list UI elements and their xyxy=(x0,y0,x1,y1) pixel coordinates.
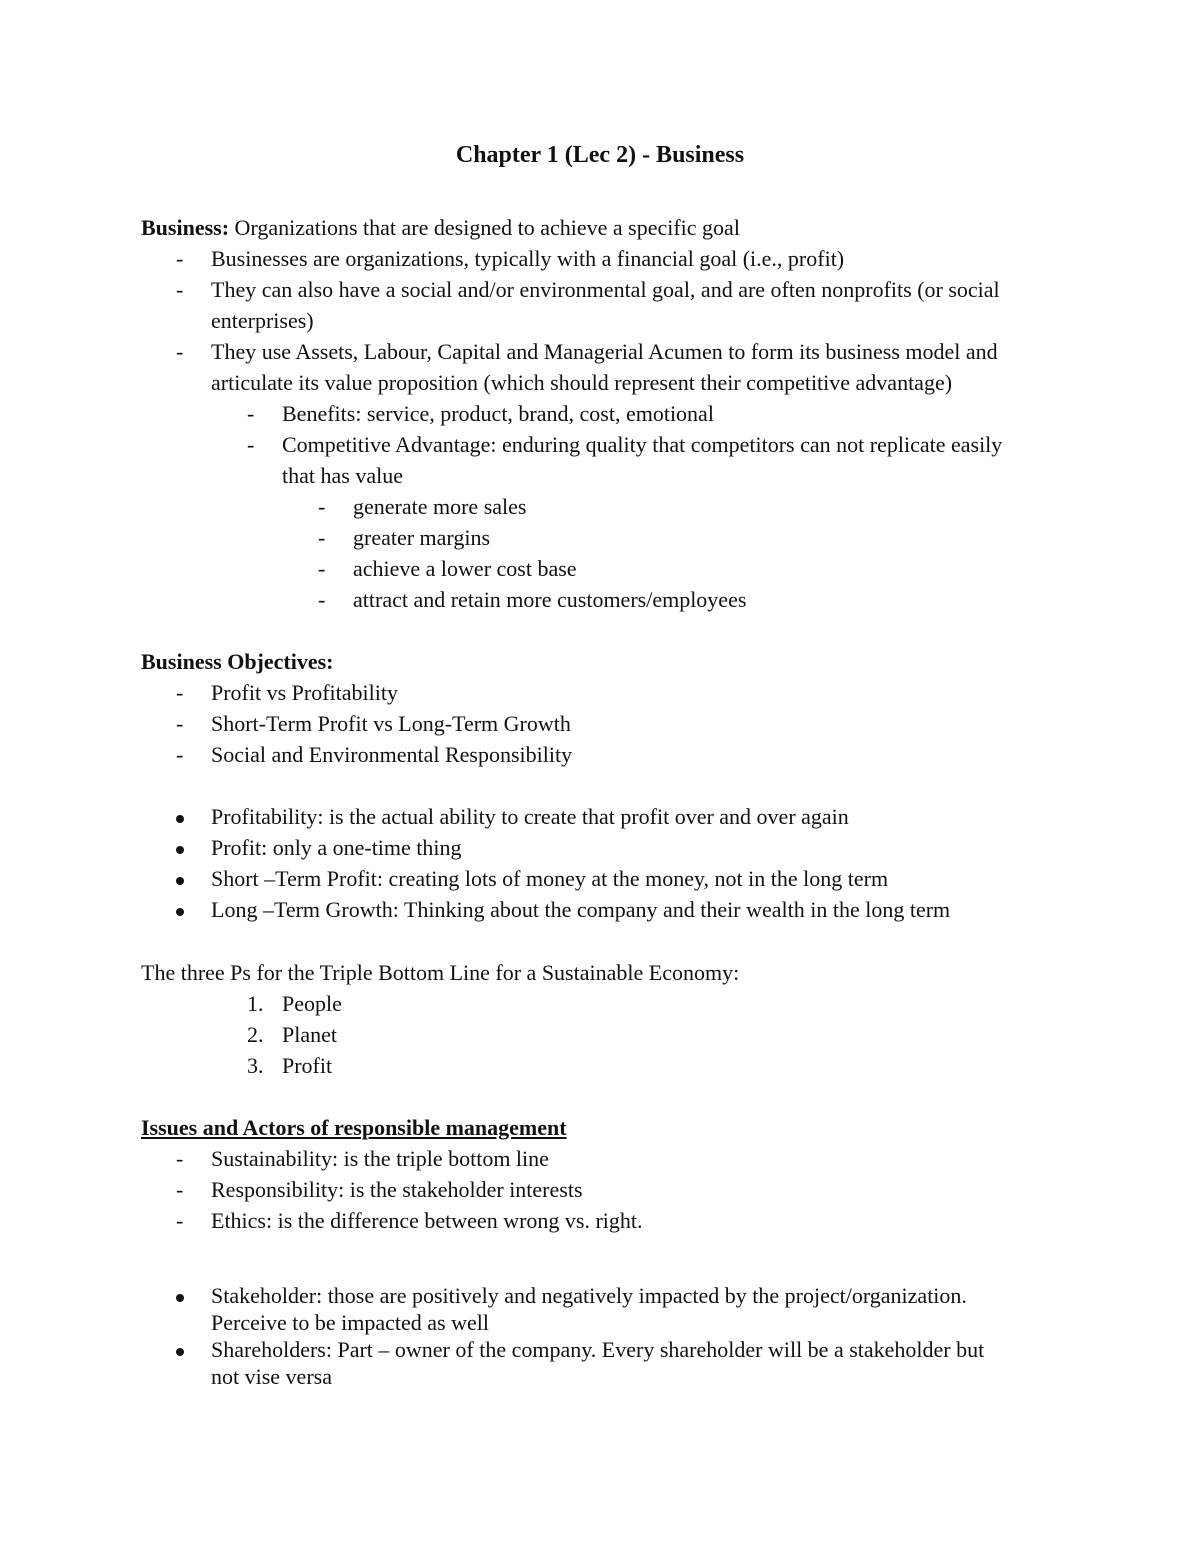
objectives-heading: Business Objectives: xyxy=(141,649,334,674)
bullet-item: Profit: only a one-time thing xyxy=(211,835,462,860)
numbered-item: People xyxy=(282,991,342,1016)
list-item-continuation: enterprises) xyxy=(211,308,314,333)
dash-marker: - xyxy=(318,556,326,581)
dash-marker: - xyxy=(176,680,184,705)
sub-sub-list-item: greater margins xyxy=(353,525,491,550)
dash-marker: - xyxy=(176,339,184,364)
numbered-item: Profit xyxy=(282,1053,333,1078)
list-item: Social and Environmental Responsibility xyxy=(211,742,573,767)
bullet-item-continuation: Perceive to be impacted as well xyxy=(211,1310,489,1335)
bullet-item: Stakeholder: those are positively and negatively impacted by the project/organization. xyxy=(211,1283,967,1308)
page-title: Chapter 1 (Lec 2) - Business xyxy=(455,142,745,168)
list-number: 1. xyxy=(247,991,264,1016)
bullet-icon xyxy=(176,908,184,916)
dash-marker: - xyxy=(176,246,184,271)
dash-marker: - xyxy=(176,277,184,302)
dash-marker: - xyxy=(318,525,326,550)
dash-marker: - xyxy=(247,432,255,457)
dash-marker: - xyxy=(176,1177,184,1202)
dash-marker: - xyxy=(176,1208,184,1233)
bullet-icon xyxy=(176,1294,184,1302)
business-definition-text: Organizations that are designed to achieve a specific goal xyxy=(229,215,740,240)
bullet-icon xyxy=(176,877,184,885)
dash-marker: - xyxy=(176,1146,184,1171)
three-ps-intro: The three Ps for the Triple Bottom Line for a Sustainable Economy: xyxy=(141,960,740,985)
business-definition xyxy=(141,214,740,242)
bullet-item: Profitability: is the actual ability to create that profit over and over again xyxy=(211,804,849,829)
dash-marker: - xyxy=(318,587,326,612)
list-item-continuation: articulate its value proposition (which should represent their competitive advantage) xyxy=(211,370,953,395)
bullet-icon xyxy=(176,815,184,823)
bullet-icon xyxy=(176,846,184,854)
dash-marker: - xyxy=(247,401,255,426)
sub-list-item: Competitive Advantage: enduring quality that competitors can not replicate easily xyxy=(282,432,1003,457)
sub-sub-list-item: generate more sales xyxy=(353,494,527,519)
list-item: Businesses are organizations, typically with a financial goal (i.e., profit) xyxy=(211,246,845,271)
list-item: They use Assets, Labour, Capital and Managerial Acumen to form its business model and xyxy=(211,339,998,364)
list-item: Profit vs Profitability xyxy=(211,680,398,705)
sub-list-item: Benefits: service, product, brand, cost, emotional xyxy=(282,401,714,426)
dash-marker: - xyxy=(176,742,184,767)
business-term: Business: xyxy=(141,215,230,240)
bullet-item: Long –Term Growth: Thinking about the company and their wealth in the long term xyxy=(211,897,951,922)
dash-marker: - xyxy=(176,711,184,736)
sub-sub-list-item: achieve a lower cost base xyxy=(353,556,577,581)
list-number: 3. xyxy=(247,1053,264,1078)
list-item: Short-Term Profit vs Long-Term Growth xyxy=(211,711,571,736)
bullet-item: Short –Term Profit: creating lots of money at the money, not in the long term xyxy=(211,866,889,891)
dash-marker: - xyxy=(318,494,326,519)
bullet-icon xyxy=(176,1348,184,1356)
list-number: 2. xyxy=(247,1022,264,1047)
list-item: Sustainability: is the triple bottom line xyxy=(211,1146,549,1171)
sub-list-item-continuation: that has value xyxy=(282,463,403,488)
sub-sub-list-item: attract and retain more customers/employees xyxy=(353,587,747,612)
list-item: They can also have a social and/or environmental goal, and are often nonprofits (or social xyxy=(211,277,1000,302)
list-item: Responsibility: is the stakeholder interests xyxy=(211,1177,583,1202)
bullet-item: Shareholders: Part – owner of the company. Every shareholder will be a stakeholder but xyxy=(211,1337,985,1362)
bullet-item-continuation: not vise versa xyxy=(211,1364,332,1389)
numbered-item: Planet xyxy=(282,1022,337,1047)
list-item: Ethics: is the difference between wrong vs. right. xyxy=(211,1208,643,1233)
issues-heading: Issues and Actors of responsible management xyxy=(141,1115,567,1140)
